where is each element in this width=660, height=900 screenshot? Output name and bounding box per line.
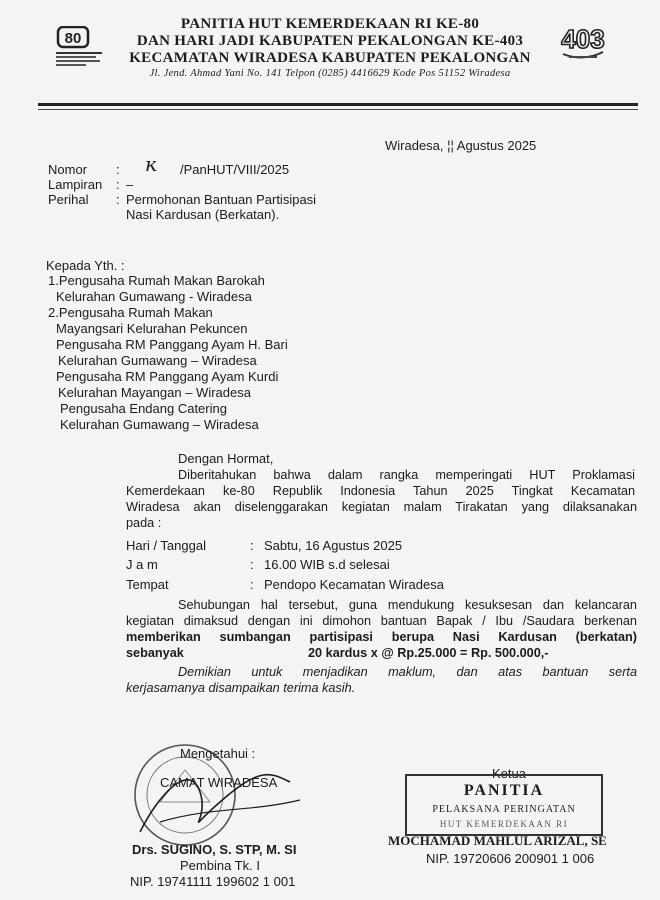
recipient-line: Mayangsari Kelurahan Pekuncen: [56, 321, 248, 336]
intro-line-3: Wiradesa akan diselenggarakan kegiatan malam Tirakatan yang dilaksanakan: [126, 500, 637, 514]
nomor-colon: :: [116, 162, 120, 177]
date-line: Wiradesa, ¦¦ Agustus 2025: [385, 138, 537, 153]
camat-name: Drs. SUGINO, S. STP, M. SI: [132, 842, 297, 857]
lampiran-label: Lampiran: [48, 177, 103, 192]
recipient-line: Kelurahan Mayangan – Wiradesa: [58, 385, 251, 400]
lampiran-colon: :: [116, 177, 120, 192]
intro-line-2: Kemerdekaan ke-80 Republik Indonesia Tahun 2025 Tingkat Kecamatan: [126, 484, 635, 498]
lampiran-value: –: [126, 177, 134, 192]
intro-line-1: Diberitahukan bahwa dalam rangka memperingati HUT Proklamasi: [178, 468, 635, 482]
panitia-stamp-line-2: PELAKSANA PERINGATAN: [432, 804, 576, 815]
schedule-place-colon: :: [250, 577, 254, 592]
letterhead-line-1: PANITIA HUT KEMERDEKAAN RI KE-80: [180, 16, 480, 32]
perihal-colon: :: [116, 192, 120, 207]
panitia-stamp-line-1: PANITIA: [463, 782, 545, 799]
p2-line-3: memberikan sumbangan partisipasi berupa Nasi Kardusan (berkatan): [126, 630, 637, 644]
letterhead-line-2: DAN HARI JADI KABUPATEN PEKALONGAN KE-403: [136, 33, 524, 49]
recipient-line: 1.Pengusaha Rumah Makan Barokah: [48, 273, 265, 288]
nomor-label: Nomor: [48, 162, 88, 177]
recipient-line: Kelurahan Gumawang – Wiradesa: [58, 353, 257, 368]
perihal-line-1: Permohonan Bantuan Partisipasi: [126, 192, 317, 207]
schedule-time-value: 16.00 WIB s.d selesai: [264, 557, 390, 572]
ketua-nip: NIP. 19720606 200901 1 006: [426, 851, 595, 866]
nomor-handwritten-number: ĸ: [145, 152, 158, 176]
logo-left-number: 80: [64, 30, 82, 47]
schedule-time-colon: :: [250, 557, 254, 572]
schedule-day-value: Sabtu, 16 Agustus 2025: [264, 538, 403, 553]
p2-line-4-value: 20 kardus x @ Rp.25.000 = Rp. 500.000,-: [308, 646, 549, 660]
closing-line-2: kerjasamanya disampaikan terima kasih.: [126, 681, 356, 695]
nomor-value: /PanHUT/VIII/2025: [180, 162, 290, 177]
p2-line-2: kegiatan dimaksud dengan ini dimohon bantuan Bapak / Ibu /Saudara berkenan: [126, 614, 637, 628]
mengetahui-label: Mengetahui :: [180, 746, 256, 761]
greeting: Dengan Hormat,: [178, 451, 274, 466]
schedule-day-label: Hari / Tanggal: [126, 538, 206, 553]
camat-rank: Pembina Tk. I: [180, 858, 260, 873]
intro-line-4: pada :: [126, 516, 162, 530]
perihal-label: Perihal: [48, 192, 89, 207]
recipient-line: Kelurahan Gumawang - Wiradesa: [56, 289, 252, 304]
logo-right-number: 403: [561, 24, 605, 54]
schedule-time-label: J a m: [126, 557, 158, 572]
camat-signature: [120, 752, 310, 842]
camat-nip: NIP. 19741111 199602 1 001: [130, 874, 296, 889]
p2-line-4-label: sebanyak: [126, 646, 184, 660]
schedule-day-colon: :: [250, 538, 254, 553]
letterhead-rule-thin: [38, 109, 638, 110]
perihal-line-2: Nasi Kardusan (Berkatan).: [126, 207, 280, 222]
camat-title: CAMAT WIRADESA: [160, 775, 278, 790]
schedule-place-value: Pendopo Kecamatan Wiradesa: [264, 577, 444, 592]
recipient-line: Pengusaha Endang Catering: [60, 401, 227, 416]
recipient-line: Pengusaha RM Panggang Ayam Kurdi: [56, 369, 279, 384]
recipients-heading: Kepada Yth. :: [46, 258, 125, 273]
ketua-name: MOCHAMAD MAHLUL ARIZAL, SE: [388, 833, 607, 848]
schedule-place-label: Tempat: [126, 577, 169, 592]
p2-line-1: Sehubungan hal tersebut, guna mendukung kesuksesan dan kelancaran: [178, 598, 637, 612]
recipient-line: 2.Pengusaha Rumah Makan: [48, 305, 213, 320]
recipient-line: Kelurahan Gumawang – Wiradesa: [60, 417, 259, 432]
panitia-stamp-line-3: HUT KEMERDEKAAN RI: [439, 819, 569, 829]
ketua-title: Ketua: [492, 766, 526, 781]
letterhead-rule-thick: [38, 103, 638, 106]
closing-line-1: Demikian untuk menjadikan maklum, dan atas bantuan serta: [178, 665, 637, 679]
letterhead-address: Jl. Jend. Ahmad Yani No. 141 Telpon (0285) 4416629 Kode Pos 51152 Wiradesa: [149, 68, 511, 79]
recipient-line: Pengusaha RM Panggang Ayam H. Bari: [56, 337, 288, 352]
letterhead-line-3: KECAMATAN WIRADESA KABUPATEN PEKALONGAN: [129, 50, 531, 66]
